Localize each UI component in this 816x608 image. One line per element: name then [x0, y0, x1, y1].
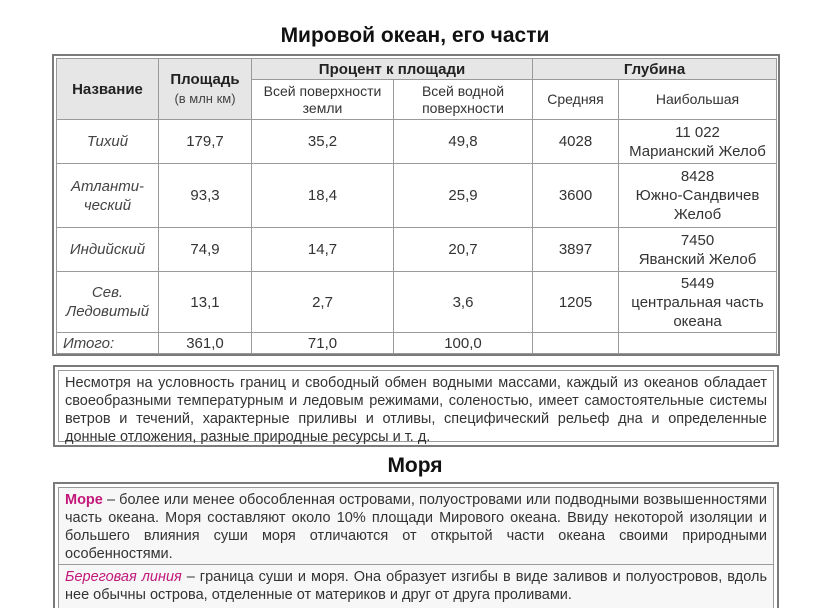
page-title: Мировой океан, его части [280, 24, 550, 47]
sea-definition [59, 488, 773, 565]
ocean-name: Индийский [57, 228, 159, 272]
coastline-term: Береговая линия [65, 569, 182, 585]
coastline-definition-text: – граница суши и моря. Она образует изгибы в виде заливов и полуостровов, вдоль нее обычны острова, отделенные от материков и друг от друга проливами. [65, 569, 767, 603]
ocean-name: Сев. Ледовитый [57, 272, 159, 333]
table-row [57, 272, 777, 333]
ocean-pct-water: 20,7 [394, 228, 533, 272]
ocean-name: Тихий [57, 120, 159, 164]
header-percent-land: Всей поверхности земли [252, 80, 394, 120]
total-depth-max [619, 333, 777, 354]
header-depth-avg: Средняя [533, 80, 619, 120]
ocean-pct-water: 49,8 [394, 120, 533, 164]
depth-max-place: Южно-Сандвичев Желоб [635, 187, 760, 223]
depth-max-value: 8428 [680, 168, 715, 185]
depth-max-place: центральная часть океана [631, 293, 764, 330]
total-pct-land: 71,0 [252, 333, 394, 354]
ocean-depth-max [619, 228, 777, 272]
ocean-pct-land: 35,2 [252, 120, 394, 164]
ocean-area: 179,7 [159, 120, 252, 164]
seas-box [53, 482, 779, 608]
header-depth-max: Наибольшая [619, 80, 777, 120]
depth-max-place: Марианский Желоб [629, 142, 766, 160]
depth-max-value: 5449 [680, 274, 715, 292]
total-depth-avg [533, 333, 619, 354]
depth-max-value: 7450 [680, 231, 715, 249]
ocean-area: 93,3 [159, 164, 252, 228]
total-pct-water: 100,0 [394, 333, 533, 354]
total-area: 361,0 [159, 333, 252, 354]
ocean-depth-avg: 1205 [533, 272, 619, 333]
ocean-depth-max [619, 272, 777, 333]
note-text: Несмотря на условность границ и свободный обмен водными массами, каждый из океанов обладает своеобразными температурным и ледовым режимами, соленостью, имеет самостоятельные системы ветров и течений, характерные приливы и отливы, специфический рельеф дна и определенные донные отложения, разные природные ресурсы и т. д. [58, 370, 774, 442]
ocean-depth-avg: 3897 [533, 228, 619, 272]
header-area [159, 59, 252, 120]
header-depth: Глубина [533, 59, 777, 80]
ocean-pct-water: 25,9 [394, 164, 533, 228]
ocean-area: 13,1 [159, 272, 252, 333]
total-row [57, 333, 777, 354]
coastline-definition [59, 565, 773, 607]
ocean-pct-water: 3,6 [394, 272, 533, 333]
header-percent-water: Всей водной поверхности [394, 80, 533, 120]
ocean-depth-avg: 3600 [533, 164, 619, 228]
ocean-depth-avg: 4028 [533, 120, 619, 164]
sea-term: Море [65, 492, 103, 508]
seas-title: Моря [387, 454, 443, 477]
ocean-pct-land: 14,7 [252, 228, 394, 272]
table-row [57, 164, 777, 228]
header-name: Название [57, 59, 159, 120]
ocean-area: 74,9 [159, 228, 252, 272]
table-row [57, 228, 777, 272]
ocean-depth-max [619, 120, 777, 164]
note-box [53, 365, 779, 447]
ocean-pct-land: 2,7 [252, 272, 394, 333]
depth-max-place: Яванский Желоб [638, 250, 757, 268]
table-row [57, 120, 777, 164]
header-area-unit: (в млн км) [174, 91, 236, 106]
ocean-pct-land: 18,4 [252, 164, 394, 228]
ocean-name: Атланти-ческий [57, 164, 159, 228]
ocean-depth-max [619, 164, 777, 228]
depth-max-value: 11 022 [675, 123, 720, 141]
total-label: Итого: [57, 333, 159, 354]
sea-definition-text: – более или менее обособленная островами, полуостровами или подводными возвышенностями часть океана. Моря составляют около 10% площади Мирового океана. Ввиду некоторой изоляции и большего влияния суши моря отличаются от открытой части океана своими природными особенностями. [65, 492, 767, 562]
header-area-label: Площадь [170, 71, 240, 88]
oceans-table [56, 58, 777, 354]
seas-box-inner [58, 487, 774, 608]
header-percent: Процент к площади [252, 59, 533, 80]
